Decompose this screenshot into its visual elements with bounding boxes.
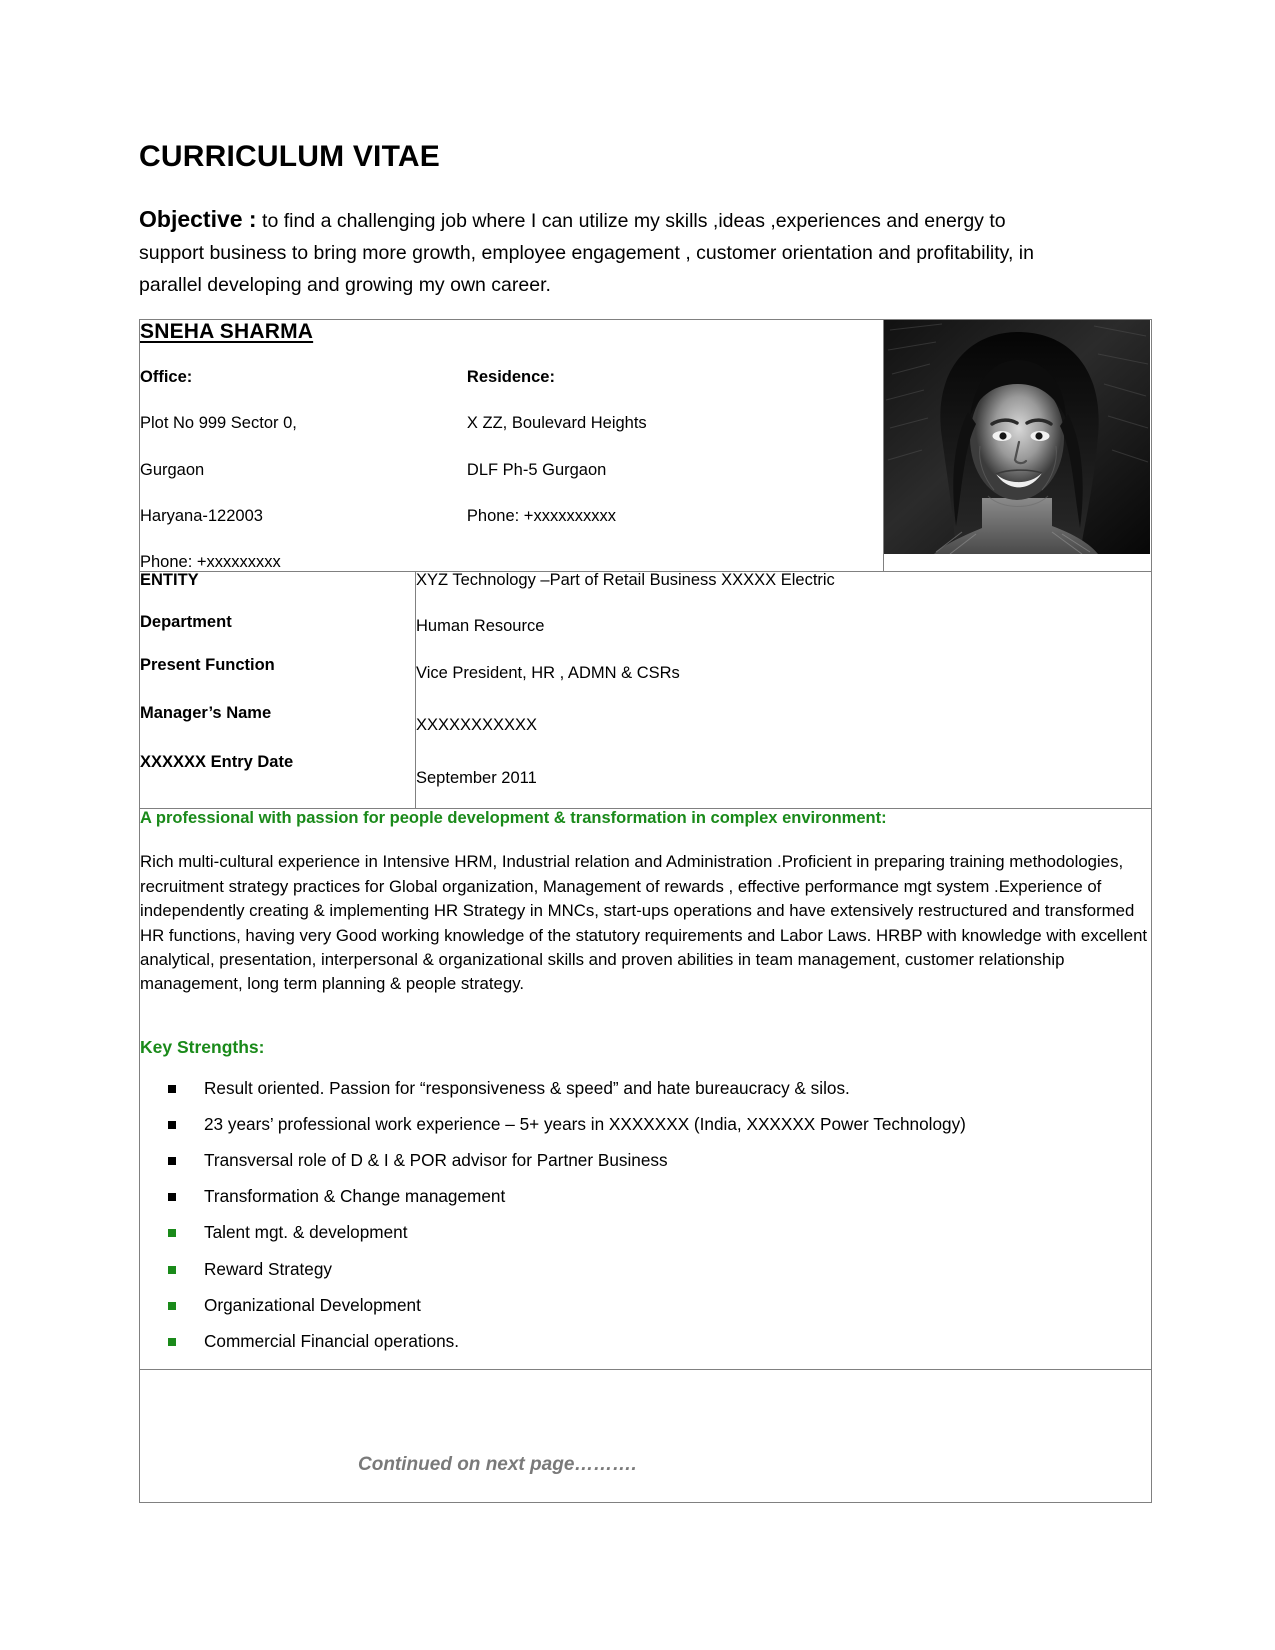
value-entity: XYZ Technology –Part of Retail Business XXXXX Electric: [416, 570, 835, 589]
green-square-bullet-icon: [168, 1302, 176, 1310]
employment-values-cell: [416, 571, 1152, 809]
profile-paragraph: Rich multi-cultural experience in Intensive HRM, Industrial relation and Administration .Proficient in preparing training methodologies, recruitment strategy practices for Global organization, Management of rewards , effective performance mgt system .Experience of independently creating & implementing HR Strategy in MNCs, start-ups operations and have extensively restructured and transformed HR functions, having very Good working knowledge of the statutory requirements and Labor Laws. HRBP with knowledge with excellent analytical, presentation, interpersonal & organizational skills and proven abilities in team management, customer relationship management, long term planning & people strategy.: [140, 852, 1148, 994]
objective-label: Objective :: [139, 206, 257, 232]
key-strength-text: Talent mgt. & development: [204, 1222, 408, 1243]
residence-column: [467, 368, 883, 571]
residence-phone: Phone: +xxxxxxxxxx: [466, 506, 616, 525]
key-strength-item: [168, 1113, 1151, 1134]
value-department: Human Resource: [416, 617, 545, 636]
key-strengths-heading: Key Strengths:: [140, 1036, 265, 1057]
key-strength-text: Commercial Financial operations.: [204, 1330, 460, 1351]
green-square-bullet-icon: [168, 1338, 176, 1346]
key-strength-text: Transformation & Change management: [204, 1186, 506, 1207]
objective-text: to find a challenging job where I can utilize my skills ,ideas ,experiences and energy to support business to bring more growth, employee engagement , customer orientation and profitability, in parallel developing and growing my own career.: [139, 210, 1034, 296]
photo-cell: [884, 320, 1152, 572]
footer-row: [140, 1370, 1152, 1503]
green-square-bullet-icon: [168, 1229, 176, 1237]
profile-headline: A professional with passion for people development & transformation in complex environment:: [140, 809, 887, 828]
key-strength-item: [168, 1258, 1151, 1279]
label-present-function: Present Function: [140, 655, 275, 674]
green-square-bullet-icon: [168, 1266, 176, 1274]
key-strengths-list: [140, 1077, 1151, 1351]
key-strength-item: [168, 1224, 1151, 1241]
key-strength-item: [168, 1188, 1151, 1205]
key-strength-item: [168, 1149, 1151, 1170]
profile-cell: [140, 809, 1152, 1370]
residence-address-line-1: X ZZ, Boulevard Heights: [466, 414, 647, 433]
label-department: Department: [140, 613, 232, 632]
black-square-bullet-icon: [168, 1121, 176, 1129]
residence-heading: Residence:: [466, 368, 555, 387]
portrait-photo: [884, 320, 1150, 554]
key-strength-text: 23 years’ professional work experience – 5+ years in XXXXXXX (India, XXXXXX Power Technology): [204, 1113, 966, 1134]
contact-cell: [140, 320, 884, 572]
office-address-line-1: Plot No 999 Sector 0,: [140, 414, 297, 433]
office-address-line-2: Gurgaon: [140, 460, 205, 479]
page-title: CURRICULUM VITAE: [139, 140, 440, 173]
key-strength-text: Transversal role of D & I & POR advisor for Partner Business: [204, 1149, 668, 1170]
label-entry-date: XXXXXX Entry Date: [140, 752, 294, 771]
key-strength-text: Result oriented. Passion for “responsiveness & speed” and hate bureaucracy & silos.: [204, 1077, 850, 1098]
key-strength-item: [168, 1330, 1151, 1351]
black-square-bullet-icon: [168, 1085, 176, 1093]
key-strength-item: [168, 1077, 1151, 1098]
continued-note: Continued on next page……….: [358, 1454, 637, 1476]
person-name: SNEHA SHARMA: [140, 320, 314, 344]
label-entity: ENTITY: [140, 570, 199, 589]
employment-labels-cell: [140, 571, 416, 809]
key-strength-item: [168, 1294, 1151, 1315]
employment-row: [140, 571, 1152, 809]
black-square-bullet-icon: [168, 1157, 176, 1165]
contact-columns: [140, 368, 883, 571]
key-strength-text: Organizational Development: [204, 1294, 421, 1315]
black-square-bullet-icon: [168, 1193, 176, 1201]
office-phone: Phone: +xxxxxxxxx: [140, 552, 281, 571]
office-heading: Office:: [140, 368, 193, 387]
profile-row: [140, 809, 1152, 1370]
office-address-line-3: Haryana-122003: [140, 506, 263, 525]
cv-main-table: [139, 319, 1152, 1503]
value-entry-date: September 2011: [416, 768, 537, 787]
contact-row: [140, 320, 1152, 572]
residence-address-line-2: DLF Ph-5 Gurgaon: [466, 460, 607, 479]
label-manager-name: Manager’s Name: [140, 704, 272, 723]
footer-cell: [140, 1370, 1152, 1503]
value-present-function: Vice President, HR , ADMN & CSRs: [416, 663, 680, 682]
objective-paragraph: [139, 201, 1069, 301]
value-manager-name: XXXXXXXXXXX: [416, 716, 538, 735]
key-strength-text: Reward Strategy: [204, 1258, 333, 1279]
office-column: [140, 368, 467, 571]
